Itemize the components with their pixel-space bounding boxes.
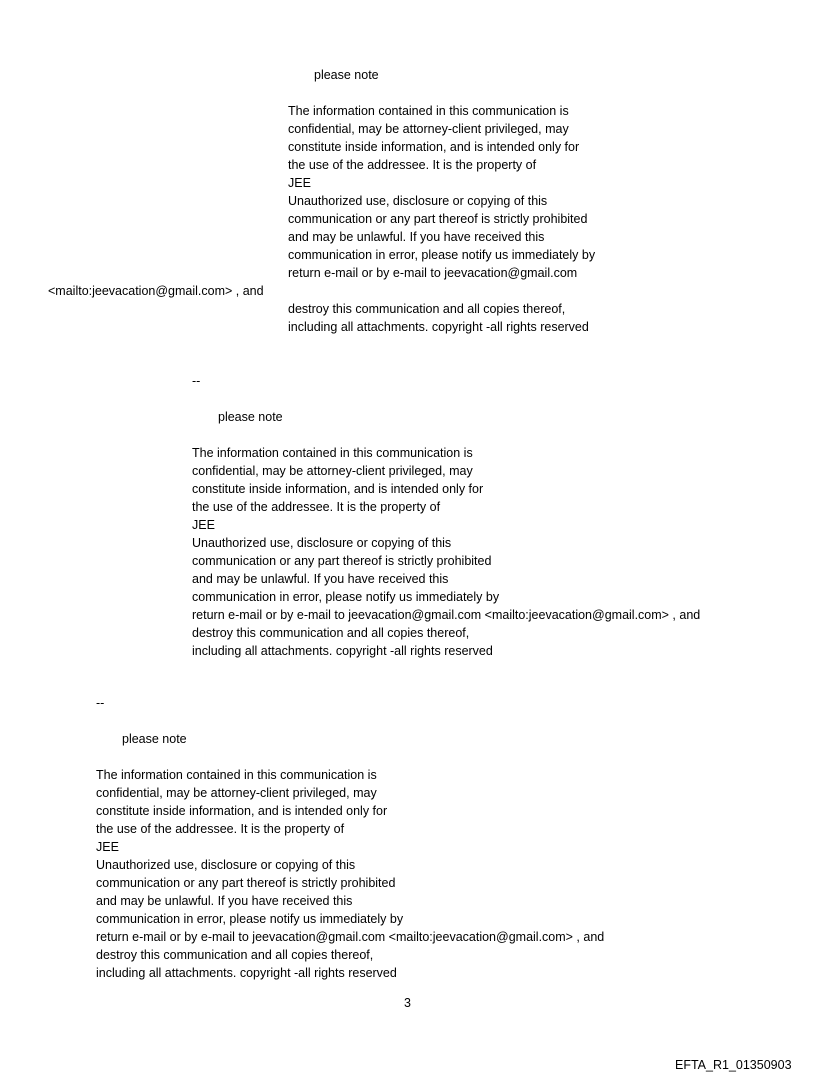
block3-line: The information contained in this communication is xyxy=(96,768,377,782)
block1-heading: please note xyxy=(314,68,379,82)
block3-line: communication in error, please notify us immediately by xyxy=(96,912,404,926)
block2-line: including all attachments. copyright -all rights reserved xyxy=(192,644,493,658)
block2-line: destroy this communication and all copies thereof, xyxy=(192,626,470,640)
block3-heading: please note xyxy=(122,732,187,746)
block3-line: communication or any part thereof is strictly prohibited xyxy=(96,876,396,890)
block3-line: the use of the addressee. It is the property of xyxy=(96,822,345,836)
block3-line: return e-mail or by e-mail to jeevacation@gmail.com <mailto:jeevacation@gmail.com> , and xyxy=(96,930,605,944)
block3-separator: -- xyxy=(96,696,105,710)
block2-line: communication or any part thereof is strictly prohibited xyxy=(192,554,492,568)
block1-line: Unauthorized use, disclosure or copying of this xyxy=(288,194,548,208)
block1-line: destroy this communication and all copies thereof, xyxy=(288,302,566,316)
block1-line: including all attachments. copyright -all rights reserved xyxy=(288,320,589,334)
document-id: EFTA_R1_01350903 xyxy=(675,1058,792,1072)
block3-line: confidential, may be attorney-client privileged, may xyxy=(96,786,377,800)
block2-line: and may be unlawful. If you have received this xyxy=(192,572,449,586)
block2-line: confidential, may be attorney-client privileged, may xyxy=(192,464,473,478)
block1-line: communication in error, please notify us immediately by xyxy=(288,248,596,262)
block2-line: the use of the addressee. It is the property of xyxy=(192,500,441,514)
block1-line: confidential, may be attorney-client privileged, may xyxy=(288,122,569,136)
block2-separator: -- xyxy=(192,374,201,388)
block3-line: JEE xyxy=(96,840,119,854)
page-number: 3 xyxy=(404,996,411,1010)
block3-line: and may be unlawful. If you have received this xyxy=(96,894,353,908)
block3-line: destroy this communication and all copies thereof, xyxy=(96,948,374,962)
block2-line: constitute inside information, and is intended only for xyxy=(192,482,484,496)
block2-line: return e-mail or by e-mail to jeevacation@gmail.com <mailto:jeevacation@gmail.com> , and xyxy=(192,608,701,622)
block1-mailto-line: <mailto:jeevacation@gmail.com> , and xyxy=(48,284,264,298)
block1-line: the use of the addressee. It is the property of xyxy=(288,158,537,172)
block1-line: return e-mail or by e-mail to jeevacation@gmail.com xyxy=(288,266,578,280)
block1-line: JEE xyxy=(288,176,311,190)
block1-line: and may be unlawful. If you have received this xyxy=(288,230,545,244)
block1-line: communication or any part thereof is strictly prohibited xyxy=(288,212,588,226)
block2-line: The information contained in this communication is xyxy=(192,446,473,460)
block2-line: Unauthorized use, disclosure or copying of this xyxy=(192,536,452,550)
block3-line: including all attachments. copyright -all rights reserved xyxy=(96,966,397,980)
block2-line: communication in error, please notify us immediately by xyxy=(192,590,500,604)
block3-line: constitute inside information, and is intended only for xyxy=(96,804,388,818)
block2-line: JEE xyxy=(192,518,215,532)
block2-heading: please note xyxy=(218,410,283,424)
block3-line: Unauthorized use, disclosure or copying of this xyxy=(96,858,356,872)
block1-line: constitute inside information, and is intended only for xyxy=(288,140,580,154)
block1-line: The information contained in this communication is xyxy=(288,104,569,118)
